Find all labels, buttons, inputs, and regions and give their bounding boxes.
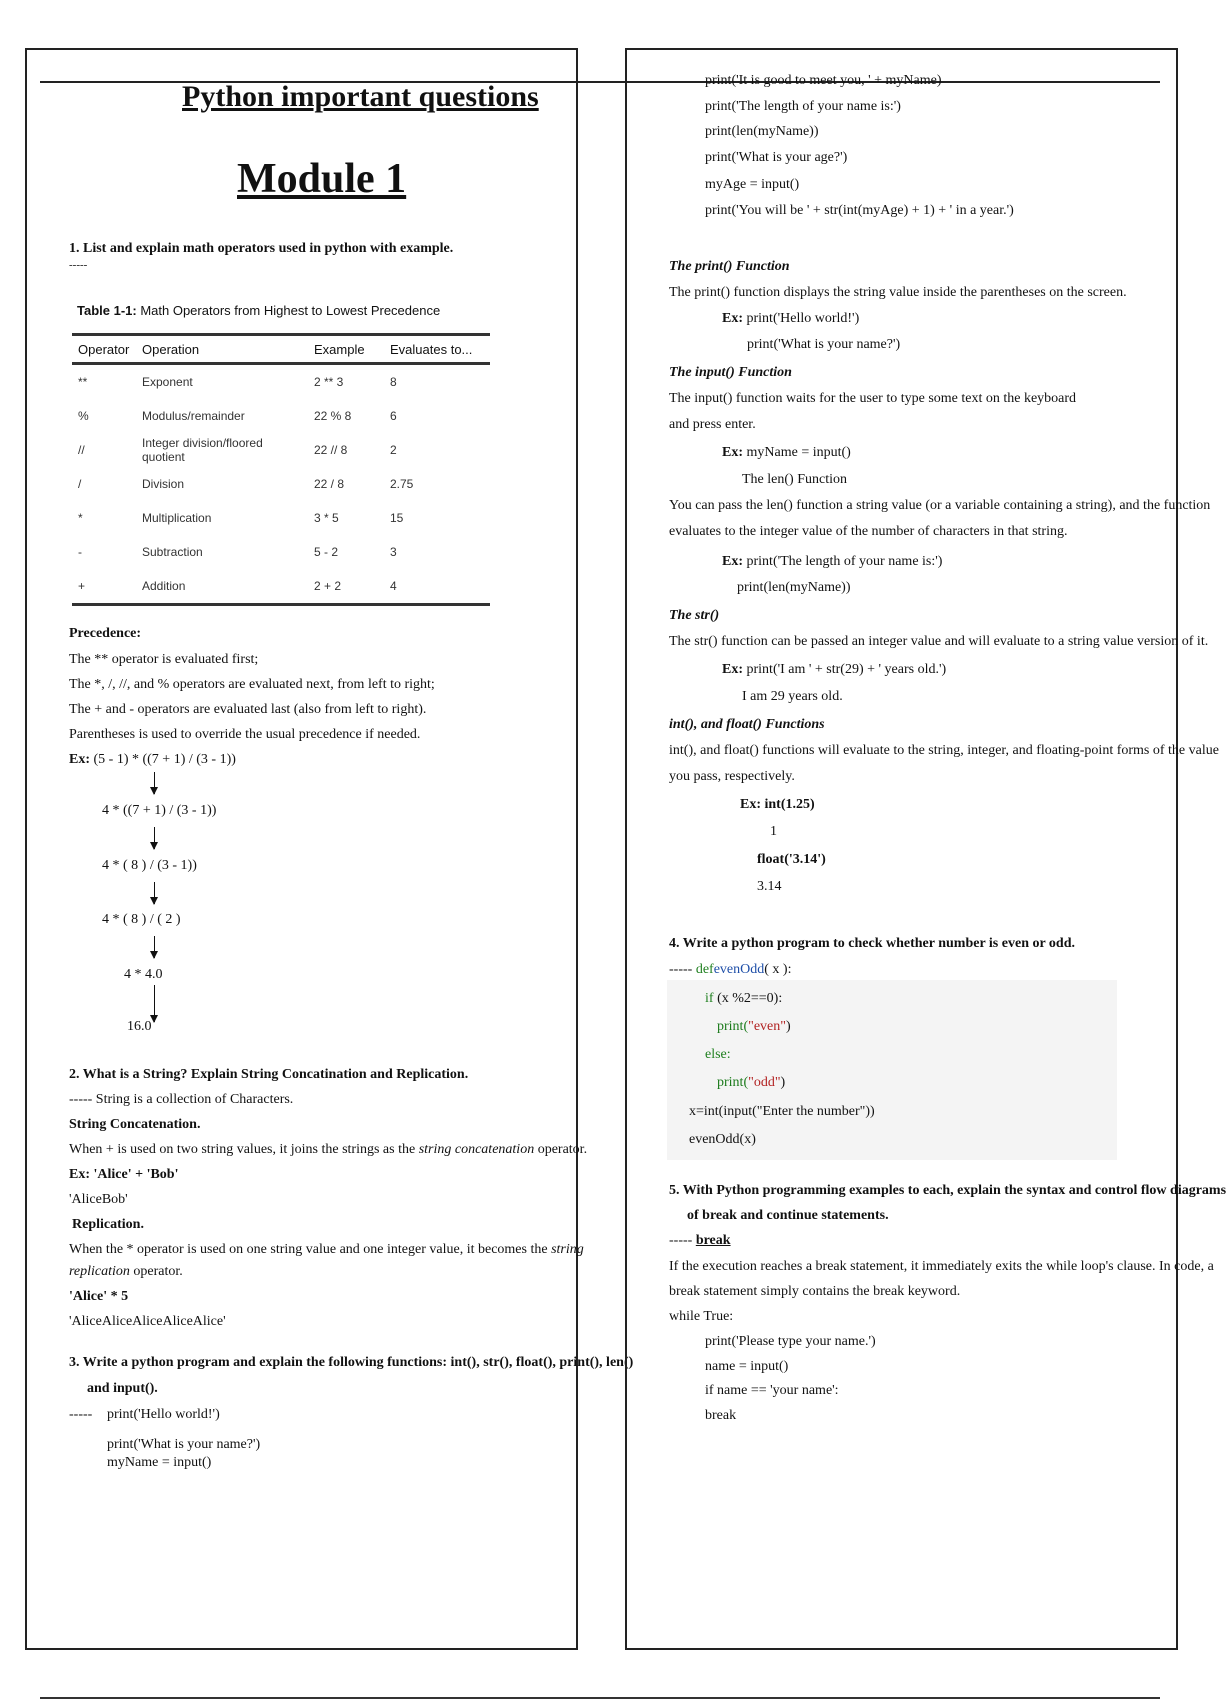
table-row	[72, 569, 490, 605]
code-line-print-even	[717, 1018, 791, 1036]
operation-cell: Integer division/floored quotient	[142, 436, 263, 464]
table-row	[72, 501, 490, 535]
operator-cell: *	[78, 511, 83, 525]
precedence-line: The + and - operators are evaluated last (also from left to right).	[69, 702, 427, 717]
code-line: print('You will be ' + str(int(myAge) + 1) + ' in a year.')	[705, 203, 1014, 218]
int-float-text-cont: you pass, respectively.	[669, 769, 795, 784]
replication-example: 'Alice' * 5	[69, 1289, 129, 1304]
str-function-example	[722, 661, 946, 679]
string-even: "even"	[748, 1019, 786, 1034]
down-arrow-icon	[154, 985, 155, 1022]
operation-cell: Subtraction	[142, 545, 203, 559]
table-row	[72, 467, 490, 501]
example-cell: 2 + 2	[314, 579, 342, 593]
example-cell: 22 / 8	[314, 477, 345, 491]
int-example: Ex: int(1.25)	[740, 797, 815, 812]
code-line: print('The length of your name is:')	[705, 99, 901, 114]
code-line: print(len(myName))	[705, 124, 819, 139]
precedence-heading: Precedence:	[69, 626, 142, 641]
code-line-input: x=int(input("Enter the number"))	[689, 1104, 875, 1119]
operation-cell: Addition	[142, 579, 186, 593]
precedence-line: The ** operator is evaluated first;	[69, 652, 259, 667]
len-function-text-cont: evaluates to the integer value of the number of characters in that string.	[669, 524, 1068, 539]
break-text: If the execution reaches a break statement, it immediately exits the while loop's clause. In code, a	[669, 1259, 1214, 1274]
break-heading-line	[669, 1232, 731, 1250]
code-line: print('It is good to meet you, ' + myName)	[705, 73, 942, 88]
code-line: myName = input()	[107, 1455, 212, 1470]
down-arrow-icon	[154, 827, 155, 849]
question-1-heading: 1. List and explain math operators used in python with example.	[69, 241, 454, 256]
concat-heading: String Concatenation.	[69, 1117, 201, 1132]
example-code: print('I am ' + str(29) + ' years old.')	[743, 662, 947, 677]
operator-cell: %	[78, 409, 89, 423]
if-condition: (x %2==0):	[713, 991, 783, 1006]
left-page	[25, 48, 634, 1650]
operator-cell: /	[78, 477, 82, 491]
question-4-heading: 4. Write a python program to check whether number is even or odd.	[669, 936, 1076, 951]
int-float-heading: int(), and float() Functions	[669, 717, 825, 732]
int-float-text: int(), and float() functions will evaluate to the string, integer, and floating-point forms of the value	[669, 743, 1219, 758]
input-function-text: The input() function waits for the user to type some text on the keyboard	[669, 391, 1077, 406]
len-function-text: You can pass the len() function a string value (or a variable containing a string), and the function	[669, 498, 1211, 513]
evaluation-step: 4 * ((7 + 1) / (3 - 1))	[102, 803, 217, 818]
operator-cell: +	[78, 579, 86, 593]
example-label: Ex:	[722, 311, 743, 326]
operation-cell: Division	[142, 477, 185, 491]
operator-cell: -	[78, 545, 82, 559]
example-label: Ex:	[722, 554, 743, 569]
result-cell: 2	[390, 443, 397, 457]
example-cell: 22 // 8	[314, 443, 348, 457]
operation-cell: Modulus/remainder	[142, 409, 245, 423]
code-line: name = input()	[705, 1359, 789, 1374]
question-3-heading: 3. Write a python program and explain the following functions: int(), str(), float(), print(), len()	[69, 1355, 634, 1370]
print-call: print(	[717, 1075, 749, 1090]
question-5-heading-cont: of break and continue statements.	[687, 1208, 889, 1223]
precedence-line: Parentheses is used to override the usual precedence if needed.	[69, 727, 421, 742]
code-line: print('Please type your name.')	[705, 1334, 876, 1349]
operation-cell: Exponent	[142, 375, 193, 389]
len-function-example-2: print(len(myName))	[737, 580, 851, 595]
replication-text-term: string	[551, 1242, 584, 1257]
input-function-example	[722, 444, 851, 462]
question-4-dashes: -----	[669, 962, 696, 977]
result-cell: 6	[390, 409, 397, 423]
replication-text-cont	[69, 1263, 183, 1281]
function-name: evenOdd	[713, 962, 765, 977]
operator-cell: //	[78, 443, 85, 457]
str-function-heading: The str()	[669, 608, 720, 623]
example-expression: (5 - 1) * ((7 + 1) / (3 - 1))	[90, 752, 236, 767]
print-call: print(	[717, 1019, 749, 1034]
replication-text	[69, 1241, 584, 1259]
replication-heading: Replication.	[72, 1217, 144, 1232]
result-cell: 2.75	[390, 477, 414, 491]
concat-text	[69, 1141, 587, 1159]
float-example: float('3.14')	[757, 852, 826, 867]
example-cell: 22 % 8	[314, 409, 352, 423]
print-close: )	[785, 1019, 791, 1034]
result-cell: 15	[390, 511, 404, 525]
example-cell: 5 - 2	[314, 545, 339, 559]
down-arrow-icon	[154, 772, 155, 794]
table-row	[72, 399, 490, 433]
question-4-def-line	[669, 961, 791, 979]
concat-text-term: string concatenation	[418, 1142, 535, 1157]
math-operators-table	[72, 333, 490, 606]
print-function-heading: The print() Function	[669, 259, 790, 274]
table-caption-prefix: Table 1-1:	[77, 303, 137, 318]
example-code: print('Hello world!')	[743, 311, 860, 326]
result-cell: 4	[390, 579, 397, 593]
table-row	[72, 535, 490, 569]
keyword-if: if	[705, 991, 714, 1006]
concat-text-end: operator.	[534, 1142, 588, 1157]
replication-text-start: When the * operator is used on one string value and one integer value, it becomes the	[69, 1242, 552, 1257]
print-function-text: The print() function displays the string value inside the parentheses on the screen.	[669, 285, 1127, 300]
question-3-heading-cont: and input().	[87, 1381, 158, 1396]
down-arrow-icon	[154, 936, 155, 958]
code-line-call: evenOdd(x)	[689, 1132, 756, 1147]
example-code: print('The length of your name is:')	[743, 554, 943, 569]
evaluation-step: 4 * 4.0	[124, 967, 163, 982]
code-line-print-odd	[717, 1074, 785, 1092]
column-header-example: Example	[314, 342, 365, 357]
code-line: myAge = input()	[705, 177, 800, 192]
evaluation-step: 4 * ( 8 ) / ( 2 )	[102, 912, 181, 927]
string-definition: ----- String is a collection of Characters.	[69, 1092, 294, 1107]
table-header-row	[72, 335, 490, 364]
example-label: Ex:	[722, 445, 743, 460]
module-title: Module 1	[237, 156, 407, 202]
replication-text-end: operator.	[129, 1264, 183, 1279]
code-line: while True:	[669, 1309, 734, 1324]
print-function-example	[722, 310, 859, 328]
code-line: print('Hello world!')	[107, 1407, 220, 1422]
example-code: myName = input()	[743, 445, 851, 460]
print-close: )	[780, 1075, 786, 1090]
function-args: ( x ):	[764, 962, 792, 977]
code-line: print('What is your age?')	[705, 150, 848, 165]
operation-cell: Multiplication	[142, 511, 212, 525]
precedence-line: The *, /, //, and % operators are evaluated next, from left to right;	[69, 677, 435, 692]
evaluation-step: 4 * ( 8 ) / (3 - 1))	[102, 858, 197, 873]
code-line-else	[705, 1046, 731, 1064]
str-function-example-result: I am 29 years old.	[742, 689, 843, 704]
keyword-def: def	[695, 962, 714, 977]
question-5-dashes: -----	[669, 1233, 696, 1248]
evaluation-result: 16.0	[127, 1019, 152, 1034]
table-row	[72, 433, 490, 467]
table-row	[72, 364, 490, 400]
example-label: Ex:	[722, 662, 743, 677]
table-caption	[77, 303, 440, 318]
question-1-dashes: -----	[69, 259, 88, 271]
concat-result: 'AliceBob'	[69, 1192, 128, 1207]
str-function-text: The str() function can be passed an integer value and will evaluate to a string value version of it.	[669, 634, 1209, 649]
code-line: print('What is your name?')	[107, 1437, 261, 1452]
int-example-result: 1	[770, 824, 777, 839]
down-arrow-icon	[154, 882, 155, 904]
example-label: Ex:	[69, 752, 90, 767]
concat-example: Ex: 'Alice' + 'Bob'	[69, 1167, 179, 1182]
table-caption-text: Math Operators from Highest to Lowest Precedence	[136, 303, 441, 318]
question-3-dashes: -----	[69, 1407, 93, 1422]
len-function-heading: The len() Function	[742, 472, 847, 487]
break-text-cont: break statement simply contains the break keyword.	[669, 1284, 961, 1299]
column-header-operator: Operator	[78, 342, 130, 357]
precedence-example	[69, 751, 236, 769]
document-title: Python important questions	[182, 80, 539, 113]
operator-cell: **	[78, 375, 88, 389]
code-line: if name == 'your name':	[705, 1383, 839, 1398]
footer-rule	[40, 1697, 1160, 1699]
concat-text-start: When + is used on two string values, it joins the strings as the	[69, 1142, 419, 1157]
question-2-heading: 2. What is a String? Explain String Concatination and Replication.	[69, 1067, 469, 1082]
replication-result: 'AliceAliceAliceAliceAlice'	[69, 1314, 226, 1329]
replication-text-term-2: replication	[69, 1264, 130, 1279]
len-function-example	[722, 553, 942, 571]
column-header-operation: Operation	[142, 342, 200, 357]
code-line-if	[705, 990, 782, 1008]
column-header-evaluates: Evaluates to...	[390, 342, 473, 357]
result-cell: 8	[390, 375, 397, 389]
input-function-text-cont: and press enter.	[669, 417, 756, 432]
float-example-result: 3.14	[757, 879, 782, 894]
input-function-heading: The input() Function	[669, 365, 792, 380]
print-function-example-2: print('What is your name?')	[747, 337, 901, 352]
keyword-else: else:	[705, 1047, 731, 1062]
example-cell: 2 ** 3	[314, 375, 344, 389]
break-heading: break	[695, 1233, 731, 1248]
right-page	[625, 48, 1226, 1650]
code-line: break	[705, 1408, 737, 1423]
result-cell: 3	[390, 545, 397, 559]
question-5-heading: 5. With Python programming examples to each, explain the syntax and control flow diagrams	[669, 1183, 1226, 1198]
string-odd: "odd"	[748, 1075, 781, 1090]
example-cell: 3 * 5	[314, 511, 339, 525]
